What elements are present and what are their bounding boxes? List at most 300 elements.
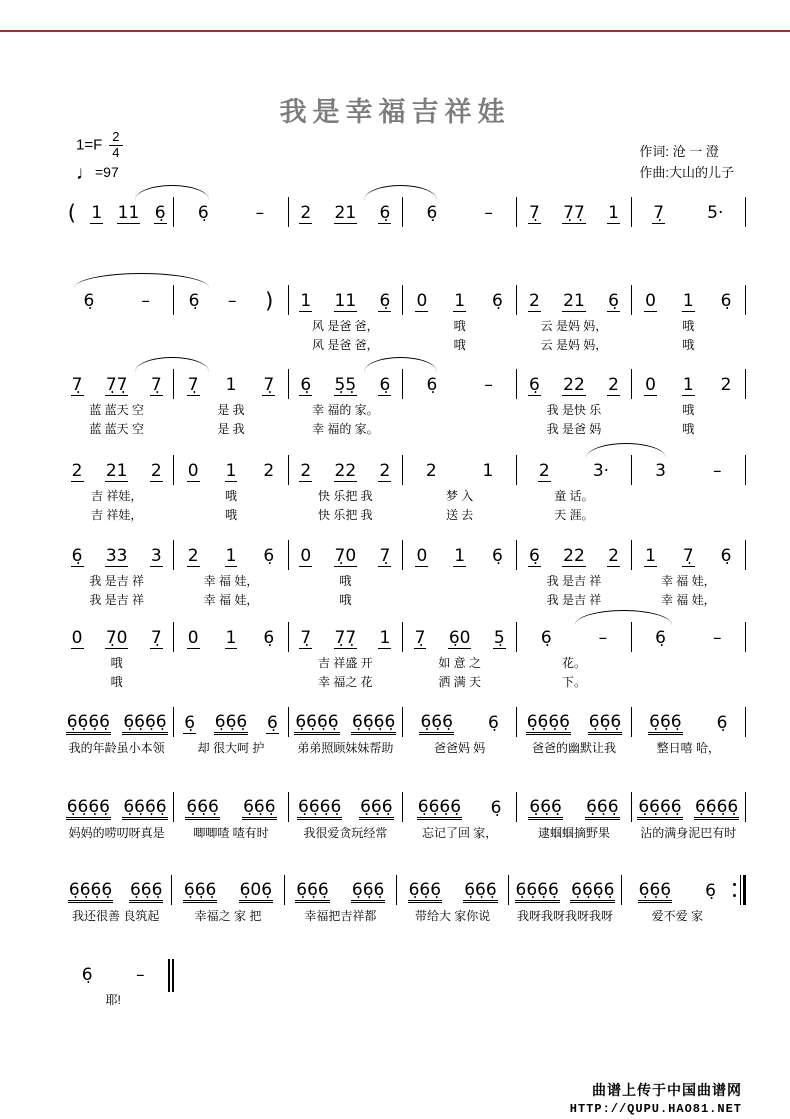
- notes: [174, 795, 287, 821]
- lyric-row-1: 幸福把吉祥都: [304, 909, 377, 923]
- measure: [403, 458, 516, 525]
- lyric-row-1: 我很爱贪玩经常: [303, 826, 388, 840]
- note-group: 6̣6̣6̣: [295, 880, 329, 903]
- note-group: 7̣: [71, 374, 83, 395]
- footer-site-name: 曲谱上传于中国曲谱网: [592, 1082, 742, 1098]
- lyric-row-1: 吉 祥盛 开: [317, 656, 373, 670]
- measure: [632, 200, 745, 226]
- notes: [174, 625, 287, 651]
- note-group: 6̣6̣6̣6̣: [68, 880, 113, 903]
- notes: [632, 200, 745, 226]
- measure: [632, 372, 745, 439]
- lyric-row-1: 哦: [224, 489, 237, 503]
- note-group: 1: [608, 202, 619, 223]
- note-group: 0: [416, 290, 428, 311]
- measure: [289, 458, 402, 525]
- slur-arc: [364, 185, 437, 200]
- lyric-row-1: [60, 317, 173, 336]
- lyric-row-1: 风 是爸 爸，: [311, 319, 379, 333]
- note-group: 6̣: [426, 375, 438, 395]
- time-signature: [109, 130, 122, 161]
- notes: [289, 372, 402, 398]
- score-line: [60, 200, 746, 227]
- lyric-row-1: 梦 入: [445, 489, 474, 503]
- measure: [632, 625, 745, 692]
- note-group: 11: [117, 202, 140, 223]
- measure-row: [60, 200, 746, 227]
- notes: [517, 372, 630, 398]
- lyric-row-2: 快 乐把 我: [317, 508, 373, 522]
- note-group: 0: [71, 627, 83, 648]
- note-group: 22: [334, 460, 357, 481]
- note-group: 7̣: [150, 374, 162, 395]
- note-group: –: [712, 461, 722, 481]
- note-group: 6̣6̣6̣: [129, 880, 163, 903]
- lyric-row-2: 我 是吉 祥: [89, 593, 144, 607]
- lyric-row-2: [174, 673, 287, 692]
- notes: [517, 795, 630, 821]
- measure: [632, 543, 745, 610]
- lyric-row-1: 爸爸的幽默让我: [531, 741, 616, 755]
- lyric-row-2: [403, 591, 516, 610]
- note-group: 6̣: [705, 881, 716, 901]
- lyric-row-1: 弟弟照顾妹妹帮助: [297, 741, 394, 755]
- barline: [745, 622, 746, 652]
- note-group: 0: [645, 290, 656, 311]
- final-barline: [166, 959, 174, 992]
- note-group: 6̣6̣6̣6̣: [515, 880, 560, 903]
- note-group: 1: [91, 202, 103, 223]
- note-group: 6̣6̣6̣6̣: [297, 797, 342, 820]
- notes: [403, 200, 516, 226]
- notes: [632, 288, 745, 314]
- note-group: 5̣: [493, 627, 505, 648]
- lyric-row-2: 幸 福 娃，: [203, 593, 259, 607]
- note-group: 1: [682, 374, 694, 395]
- notes: [289, 795, 402, 821]
- measure: [285, 878, 396, 926]
- note-group: 1: [300, 290, 312, 311]
- measure: [517, 625, 630, 692]
- measure: [174, 795, 287, 843]
- slur-arc: [135, 357, 208, 372]
- measure: [403, 372, 516, 439]
- note-group: 6̣: [71, 545, 83, 566]
- lyric-row-1: 沾的满身泥巴有时: [640, 826, 737, 840]
- lyric-row-2: 幸 福之 花: [317, 675, 373, 689]
- note-group: 21: [563, 290, 585, 311]
- note-group: 6̣: [188, 291, 200, 311]
- note-group: 1: [225, 627, 237, 648]
- notes: [60, 200, 173, 226]
- lyric-row-2: 天 涯。: [554, 508, 594, 522]
- note-group: 3: [150, 545, 162, 566]
- notes: [403, 372, 516, 398]
- lyric-row-1: 哦: [682, 319, 695, 333]
- top-divider: [0, 30, 790, 32]
- notes: [632, 710, 745, 736]
- slur-arc: [74, 273, 209, 288]
- measure: [517, 372, 630, 439]
- measure: [60, 200, 173, 226]
- repeat-sign: [733, 875, 746, 905]
- note-group: 7̣: [300, 627, 312, 648]
- footer: [570, 1080, 742, 1116]
- score-line: [60, 288, 746, 355]
- notes: [174, 288, 287, 314]
- note-group: 0: [416, 545, 428, 566]
- note-group: 6̣6̣6̣: [242, 797, 276, 820]
- note-group: 6̣: [263, 546, 275, 566]
- measure-row: [60, 962, 174, 1010]
- score-line: [60, 543, 746, 610]
- notes: [632, 625, 745, 651]
- note-group: 2: [379, 460, 391, 481]
- measure-row: [60, 288, 746, 355]
- note-group: 6̣: [491, 291, 503, 311]
- note-group: 6̣: [154, 202, 166, 223]
- note-group: 6̣6̣6̣6̣: [417, 797, 462, 820]
- note-group: 6̣6̣6̣: [419, 712, 453, 735]
- tempo-marking: [76, 164, 123, 185]
- slur-arc: [586, 443, 666, 458]
- note-group: 6̣6̣6̣6̣: [66, 797, 111, 820]
- lyric-row-2: 云 是妈 妈，: [540, 338, 608, 352]
- measure: [403, 710, 516, 758]
- barline: [745, 369, 746, 399]
- lyric-row-2: 哦: [224, 508, 237, 522]
- note-group: 6̣6̣6̣6̣: [694, 797, 739, 820]
- barline: [745, 455, 746, 485]
- measure: [60, 543, 173, 610]
- note-group: 7̣: [653, 202, 665, 223]
- score-line: [60, 710, 746, 758]
- note-group: 6̣: [490, 798, 502, 818]
- note-group: 6̣6̣6̣: [351, 880, 385, 903]
- measure: [289, 710, 402, 758]
- note-group: 6̣: [83, 291, 95, 311]
- note-group: 7̣7̣: [105, 374, 128, 395]
- note-group: 7̣: [414, 627, 426, 648]
- notes: [289, 625, 402, 651]
- notes: [403, 458, 516, 484]
- note-group: 2: [608, 545, 619, 566]
- measure: [60, 878, 171, 926]
- note-group: 6̣6̣6̣: [183, 880, 217, 903]
- tempo-value: =97: [95, 163, 119, 180]
- measure-row: [60, 878, 746, 926]
- footer-site-url: HTTP://QUPU.HAO81.NET: [569, 1102, 742, 1116]
- measure: [174, 372, 287, 439]
- notes: [60, 543, 173, 569]
- note-group: 6̣: [608, 290, 619, 311]
- note-group: 7̣: [379, 545, 391, 566]
- slur-arc: [364, 357, 437, 372]
- note-group: 33: [105, 545, 128, 566]
- lyricist-label: 作词:: [639, 144, 669, 159]
- lyric-row-1: 耶!: [105, 993, 121, 1007]
- lyric-row-1: [632, 487, 745, 506]
- note-group: 6̣6̣6̣: [638, 880, 672, 903]
- measure-row: [60, 458, 746, 525]
- lyric-row-2: 风 是爸 爸，: [311, 338, 379, 352]
- lyric-row-1: 快 乐把 我: [317, 489, 373, 503]
- lyric-row-1: 幸 福的 家。: [311, 403, 379, 417]
- quarter-note-icon: ♩: [76, 162, 95, 184]
- measure: [632, 710, 745, 758]
- note-group: 6̣: [528, 545, 540, 566]
- barline: [745, 707, 746, 737]
- note-group: 6̣6̣6̣6̣: [122, 712, 167, 735]
- thick-barline: [743, 875, 746, 905]
- note-group: 2: [528, 290, 540, 311]
- notes: [60, 795, 173, 821]
- lyric-row-1: 哦: [110, 656, 123, 670]
- notes: [403, 795, 516, 821]
- lyricist-line: [639, 142, 734, 163]
- notes: [403, 625, 516, 651]
- note-group: 6̣6̣6̣: [408, 880, 442, 903]
- measure: [622, 878, 733, 926]
- notes: [60, 710, 173, 736]
- measure: [60, 710, 173, 758]
- measure: [289, 795, 402, 843]
- score-line: [60, 458, 746, 525]
- notes: [403, 543, 516, 569]
- lyric-row-2: 幸 福的 家。: [311, 422, 379, 436]
- lyric-row-2: [60, 336, 173, 355]
- note-group: –: [255, 203, 265, 223]
- note-group: 21: [105, 460, 128, 481]
- lyric-row-1: 逮蝈蝈摘野果: [537, 826, 610, 840]
- note-group: 2: [300, 202, 312, 223]
- lyric-row-2: [403, 420, 516, 439]
- measure: [289, 288, 402, 355]
- barline: [745, 285, 746, 315]
- note-group: 6̣: [720, 546, 732, 566]
- note-group: 6̣: [300, 374, 312, 395]
- credits: [639, 142, 734, 184]
- note-group: 6̣: [487, 713, 499, 733]
- lyricist-name: 沧 一 澄: [672, 144, 719, 159]
- lyric-row-1: 忘记了回 家，: [421, 826, 498, 840]
- notes: [632, 795, 745, 821]
- note-group: 2: [608, 374, 619, 395]
- measure: [60, 288, 173, 355]
- note-group: –: [484, 375, 493, 395]
- parenthesis: ): [265, 289, 274, 313]
- note-group: 5̣5̣: [334, 374, 357, 395]
- lyric-row-1: 我呀我呀我呀我呀: [516, 909, 613, 923]
- lyric-row-2: [174, 336, 287, 355]
- note-group: 7̣: [150, 627, 162, 648]
- note-group: 22: [563, 374, 585, 395]
- notes: [174, 710, 287, 736]
- notes: [289, 710, 402, 736]
- composer-label: 作曲:: [639, 164, 669, 180]
- measure: [289, 372, 402, 439]
- note-group: 2: [263, 461, 275, 481]
- lyric-row-2: 哦: [339, 593, 352, 607]
- note-group: 6̣6̣6̣6̣: [122, 797, 167, 820]
- note-group: 7̣: [187, 374, 199, 395]
- key-label: 1=F: [76, 136, 103, 154]
- lyric-row-2: 吉 祥娃，: [90, 508, 143, 522]
- note-group: 6̣6̣6̣: [588, 712, 622, 735]
- notes: [517, 543, 630, 569]
- lyric-row-1: 哦: [453, 319, 466, 333]
- notes: [632, 543, 745, 569]
- lyric-row-1: 是 我: [217, 403, 245, 417]
- note-group: 2: [71, 460, 83, 481]
- measure: [403, 200, 516, 226]
- lyric-row-1: 幸 福 娃，: [660, 574, 716, 588]
- lyric-row-1: 带给大 家你说: [414, 909, 491, 923]
- measure: [517, 458, 630, 525]
- lyric-row-2: 我 是吉 祥: [546, 593, 602, 607]
- note-group: 1: [645, 545, 656, 566]
- note-group: 0: [300, 545, 312, 566]
- notes: [509, 878, 620, 904]
- score-line: [60, 795, 746, 843]
- note-group: 1: [454, 545, 466, 566]
- lyric-row-1: 蓝 蓝天 空: [89, 403, 144, 417]
- measure: [60, 962, 166, 1010]
- note-group: 6̣: [184, 712, 196, 733]
- note-group: 6̣6̣6̣: [585, 797, 619, 820]
- notes: [632, 458, 745, 484]
- note-group: 6̣6̣6̣6̣: [351, 712, 396, 735]
- note-group: –: [136, 965, 145, 985]
- note-group: 0: [645, 374, 656, 395]
- notes: [622, 878, 733, 904]
- note-group: 6̣: [379, 202, 391, 223]
- measure: [517, 795, 630, 843]
- note-group: 3: [655, 461, 666, 481]
- note-group: 6̣6̣6̣: [463, 880, 497, 903]
- measure: [509, 878, 620, 926]
- lyric-row-1: 唧唧喳 喳有时: [193, 826, 269, 840]
- measure: [632, 795, 745, 843]
- measure-row: [60, 710, 746, 758]
- lyric-row-1: 我的年龄虽小本领: [68, 741, 165, 755]
- measure: [403, 288, 516, 355]
- note-group: 7̣7̣: [334, 627, 357, 648]
- note-group: 11: [334, 290, 357, 311]
- lyric-row-2: 下。: [561, 675, 586, 689]
- notes: [403, 710, 516, 736]
- note-group: 6̣: [266, 712, 278, 733]
- lyric-row-1: 我 是吉 祥: [89, 574, 144, 588]
- notes: [517, 625, 630, 651]
- note-group: 0: [187, 460, 199, 481]
- note-group: 6̣: [655, 628, 666, 648]
- barline: [745, 540, 746, 570]
- lyric-row-1: 幸 福 娃，: [203, 574, 259, 588]
- measure-row: [60, 625, 746, 692]
- measure-row: [60, 543, 746, 610]
- measure: [174, 288, 287, 355]
- notes: [632, 372, 745, 398]
- measure: [60, 458, 173, 525]
- note-group: 7̣0: [105, 627, 128, 648]
- note-group: 2: [538, 460, 550, 481]
- measure: [403, 795, 516, 843]
- meter-denominator: 4: [112, 144, 120, 160]
- lyric-row-1: 爱不爱 家: [651, 909, 703, 923]
- note-group: 6̣: [426, 203, 438, 223]
- lyric-row-2: 我 是爸 妈: [546, 422, 602, 436]
- note-group: –: [228, 291, 237, 311]
- lyric-row-1: 我 是吉 祥: [546, 574, 602, 588]
- lyric-row-1: 童 话。: [554, 489, 594, 503]
- measure: [174, 543, 287, 610]
- note-group: 7̣: [528, 202, 540, 223]
- measure: [174, 200, 287, 226]
- lyric-row-2: [632, 506, 745, 525]
- note-group: 6̣6̣6̣: [648, 712, 682, 735]
- lyric-row-2: [632, 673, 745, 692]
- notes: [60, 625, 173, 651]
- note-group: 1: [379, 627, 391, 648]
- note-group: 7̣: [263, 374, 275, 395]
- measure: [517, 543, 630, 610]
- notes: [285, 878, 396, 904]
- note-group: 6̣: [197, 203, 209, 223]
- lyric-row-1: 哦: [339, 574, 352, 588]
- lyric-row-2: 是 我: [217, 422, 245, 436]
- repeat-dots: [733, 875, 736, 905]
- note-group: 6̣6̣6̣6̣: [526, 712, 571, 735]
- note-group: –: [484, 203, 493, 223]
- composer-line: [639, 163, 734, 184]
- notes: [60, 962, 166, 988]
- lyric-row-1: 如 意 之: [438, 656, 481, 670]
- parenthesis: (: [67, 201, 76, 225]
- lyric-row-1: [174, 654, 287, 673]
- measure: [403, 543, 516, 610]
- note-group: 6̣6̣6̣6̣: [294, 712, 339, 735]
- note-group: 6̣6̣6̣: [528, 797, 562, 820]
- measure: [397, 878, 508, 926]
- note-group: 6̣6̣6̣6̣: [570, 880, 615, 903]
- measure: [289, 625, 402, 692]
- note-group: 6̣6̣6̣: [214, 712, 248, 735]
- measure: [289, 543, 402, 610]
- note-group: 5·: [707, 203, 724, 223]
- lyric-row-1: 爸爸妈 妈: [433, 741, 486, 755]
- note-group: 7̣: [682, 545, 694, 566]
- lyric-row-1: [403, 572, 516, 591]
- note-group: 1: [225, 375, 237, 395]
- lyric-row-2: 哦: [682, 338, 695, 352]
- notes: [289, 288, 402, 314]
- barline: [745, 792, 746, 822]
- note-group: 21: [334, 202, 357, 223]
- note-group: 6̣: [540, 628, 552, 648]
- note-group: 6̣6̣6̣6̣: [66, 712, 111, 735]
- notes: [517, 710, 630, 736]
- note-group: 6̣: [720, 291, 732, 311]
- note-group: 6̣06̣: [239, 880, 273, 903]
- notes: [60, 288, 173, 314]
- lyric-row-1: 哦: [682, 403, 695, 417]
- lyric-row-1: 我 是快 乐: [546, 403, 602, 417]
- slur-arc: [575, 610, 672, 625]
- measure: [517, 288, 630, 355]
- note-group: 6̣: [379, 374, 391, 395]
- note-group: 6̣: [528, 374, 540, 395]
